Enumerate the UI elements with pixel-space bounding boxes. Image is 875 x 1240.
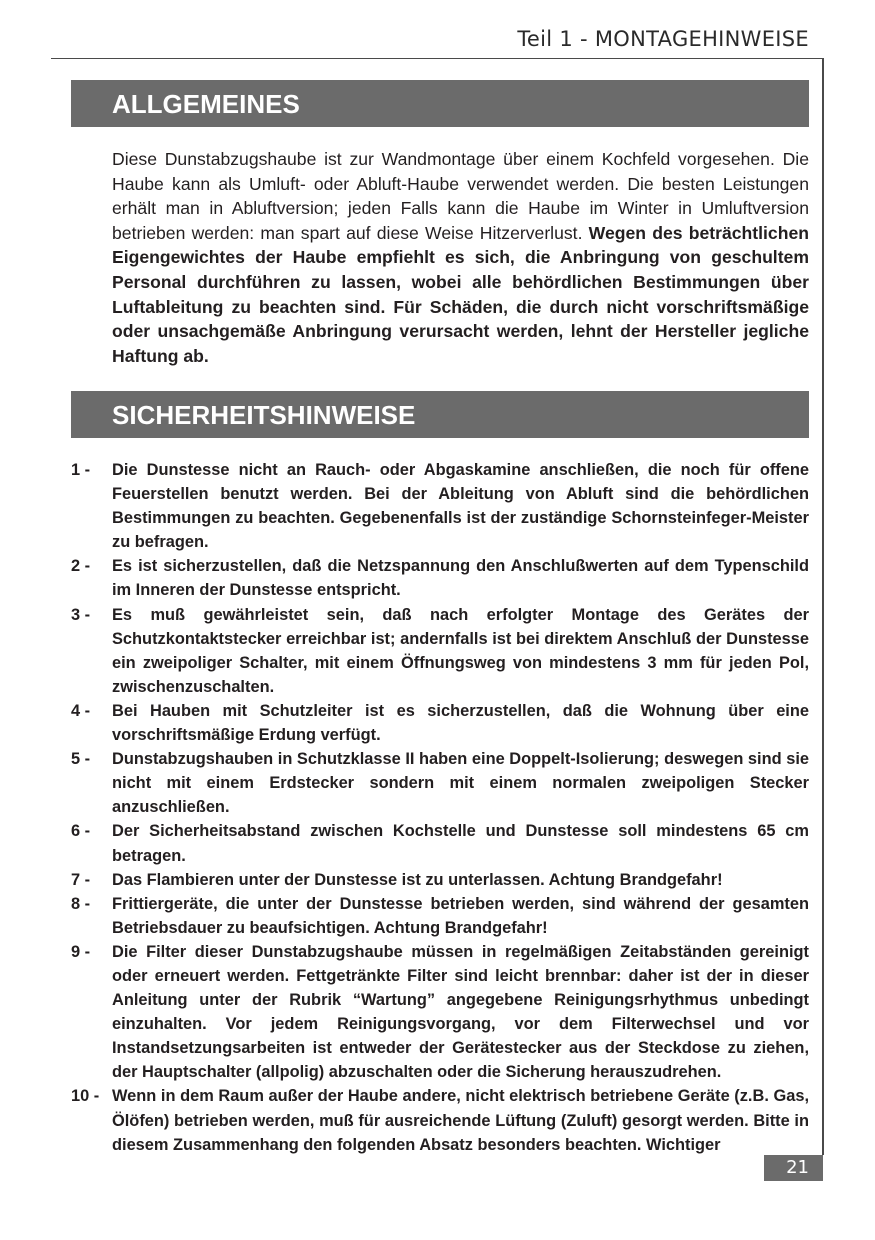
page-number: 21	[786, 1157, 809, 1178]
page-number-box	[764, 1155, 823, 1181]
general-paragraph-bold: Wegen des beträchtlichen Eigengewichtes der Haube empfiehlt es sich, die Anbringung von geschultem Personal durchführen zu lassen, wobei alle behördlichen Bestimmungen über Luftableitung zu beachten sind. Für Schäden, die durch nicht vorschriftsmäßige oder unsachgemäße Anbringung verursacht werden, lehnt der Hersteller jegliche Haftung ab.	[112, 222, 809, 366]
safety-item-4	[71, 699, 809, 747]
safety-item-text: Es muß gewährleistet sein, daß nach erfolgter Montage des Gerätes der Schutzkontaktstecker erreichbar ist; andernfalls ist bei direktem Anschluß der Dunstesse ein zweipoliger Schalter, mit einem Öffnungsweg von mindestens 3 mm für jeden Pol, zwischenzuschalten.	[112, 605, 809, 696]
safety-item-number: 10 -	[71, 1087, 100, 1106]
general-paragraph	[112, 147, 809, 368]
section-heading-safety-label: SICHERHEITSHINWEISE	[112, 400, 416, 430]
safety-item-text: Frittiergeräte, die unter der Dunstesse betrieben werden, sind während der gesamten Betriebsdauer zu beaufsichtigen. Achtung Brandgefahr!	[112, 894, 809, 937]
right-margin-line	[822, 58, 824, 1155]
safety-item-text: Das Flambieren unter der Dunstesse ist zu unterlassen. Achtung Brandgefahr!	[112, 870, 723, 889]
safety-item-5	[71, 747, 809, 819]
safety-item-text: Bei Hauben mit Schutzleiter ist es sicherzustellen, daß die Wohnung über eine vorschriftsmäßige Erdung verfügt.	[112, 701, 809, 745]
safety-item-number: 6 -	[71, 822, 91, 841]
safety-item-text: Der Sicherheitsabstand zwischen Kochstelle und Dunstesse soll mindestens 65 cm betragen.	[112, 822, 809, 865]
section-heading-general	[71, 80, 809, 127]
safety-item-text: Es ist sicherzustellen, daß die Netzspannung den Anschlußwerten auf dem Typenschild im Inneren der Dunstesse entspricht.	[112, 557, 809, 600]
safety-item-number: 3 -	[71, 605, 91, 624]
section-heading-safety	[71, 391, 809, 438]
page-header-title: Teil 1 - MONTAGEHINWEISE	[517, 27, 809, 51]
safety-list	[71, 458, 809, 1157]
safety-item-number: 5 -	[71, 750, 91, 769]
safety-item-text: Dunstabzugshauben in Schutzklasse II haben eine Doppelt-Isolierung; deswegen sind sie nicht mit einem Erdstecker sondern mit einem normalen zweipoligen Stecker anzuschließen.	[112, 750, 809, 817]
safety-item-10	[71, 1084, 809, 1156]
safety-item-number: 8 -	[71, 894, 91, 913]
general-paragraph-plain: Diese Dunstabzugshaube ist zur Wandmontage über einem Kochfeld vorgesehen. Die Haube kann als Umluft- oder Abluft-Haube verwendet werden. Die besten Leistungen erhält man in Abluftversion; jeden Falls kann die Haube im Winter in Umluftversion betrieben werden: man spart auf diese Weise Hitzerverlust.	[112, 149, 809, 243]
safety-item-number: 9 -	[71, 942, 91, 961]
safety-item-1	[71, 458, 809, 554]
safety-item-9	[71, 940, 809, 1085]
safety-item-number: 1 -	[71, 461, 91, 479]
safety-item-number: 2 -	[71, 557, 91, 576]
safety-item-2	[71, 554, 809, 602]
safety-item-7	[71, 868, 809, 892]
safety-item-text: Die Filter dieser Dunstabzugshaube müssen in regelmäßigen Zeitabständen gereinigt oder erneuert werden. Fettgetränkte Filter sind leicht brennbar: daher ist der in dieser Anleitung unter der Rubrik “Wartung” angegebene Reinigungsrhythmus unbedingt einzuhalten. Vor jedem Reinigungsvorgang, vor dem Filterwechsel und vor Instandsetzungsarbeiten ist entweder der Gerätestecker aus der Steckdose zu ziehen, der Hauptschalter (allpolig) abzuschalten oder die Sicherung herauszudrehen.	[112, 942, 809, 1082]
safety-item-text: Die Dunstesse nicht an Rauch- oder Abgaskamine anschließen, die noch für offene Feuerstellen benutzt werden. Bei der Ableitung von Abluft sind die behördlichen Bestimmungen zu beachten. Gegebenenfalls ist der zuständige Schornsteinfeger-Meister zu befragen.	[112, 461, 809, 552]
safety-item-8	[71, 892, 809, 940]
section-heading-general-label: ALLGEMEINES	[112, 89, 300, 119]
safety-item-3	[71, 603, 809, 699]
safety-item-6	[71, 819, 809, 867]
header-divider	[51, 58, 823, 59]
safety-item-number: 4 -	[71, 701, 91, 720]
safety-item-number: 7 -	[71, 870, 91, 889]
safety-item-text: Wenn in dem Raum außer der Haube andere, nicht elektrisch betriebene Geräte (z.B. Gas, Ölöfen) betrieben werden, muß für ausreichende Lüftung (Zuluft) gesorgt werden. Bitte in diesem Zusammenhang den folgenden Absatz besonders beachten. Wichtiger	[112, 1087, 809, 1154]
